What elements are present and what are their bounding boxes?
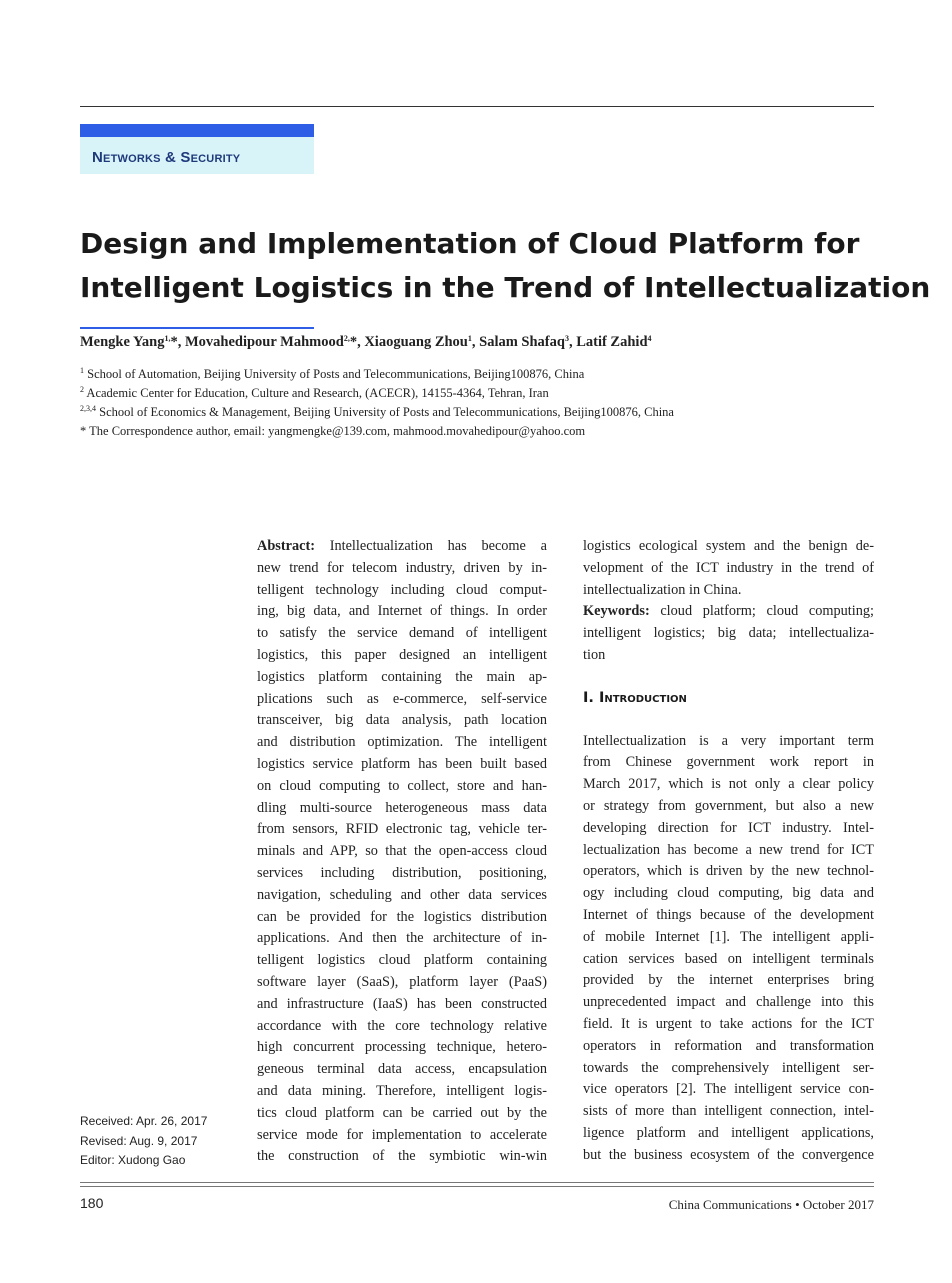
journal-footer: China Communications • October 2017 bbox=[668, 1197, 874, 1212]
affiliation-1 bbox=[80, 366, 584, 382]
title-underline bbox=[80, 327, 314, 329]
text-line: unprecedented impact and challenge into this bbox=[583, 994, 874, 1011]
text-line: developing direction for ICT industry. Intel- bbox=[583, 819, 874, 836]
text-line: geneous terminal data access, encapsulation bbox=[257, 1061, 547, 1078]
text-line-content: cloud platform; cloud computing; bbox=[649, 603, 874, 620]
text-line: and infrastructure (IaaS) has been constructed bbox=[257, 995, 547, 1012]
author-name: Latif Zahid bbox=[576, 334, 648, 350]
author-name: Salam Shafaq bbox=[479, 334, 565, 350]
text-line: to satisfy the service demand of intelligent bbox=[257, 625, 547, 642]
text-line: tics cloud platform can be carried out by the bbox=[257, 1104, 547, 1121]
text-line: logistics service platform has been built based bbox=[257, 755, 547, 772]
keywords bbox=[583, 601, 874, 666]
affiliation-2 bbox=[80, 385, 549, 401]
text-line: intelligent logistics; big data; intellectualiza- bbox=[583, 625, 874, 642]
affiliation-sup: 2 bbox=[80, 385, 84, 394]
text-line: ligence platform and intelligent applications, bbox=[583, 1124, 874, 1141]
abstract-column bbox=[257, 536, 547, 1168]
text-line: from sensors, RFID electronic tag, vehicle ter- bbox=[257, 821, 547, 838]
text-line: vice operators [2]. The intelligent service con- bbox=[583, 1081, 874, 1098]
footer-rule bbox=[80, 1186, 874, 1187]
right-column bbox=[583, 536, 874, 1167]
text-line: navigation, scheduling and other data services bbox=[257, 886, 547, 903]
author-sup: 2, bbox=[343, 334, 350, 343]
text-line: and distribution optimization. The intelligent bbox=[257, 734, 547, 751]
introduction-body bbox=[583, 731, 874, 1167]
text-line: operators, which is driven by the new technol- bbox=[583, 863, 874, 880]
author-list bbox=[80, 334, 652, 351]
text-line: minals and APP, so that the open-access cloud bbox=[257, 843, 547, 860]
text-line: Internet of things because of the development bbox=[583, 906, 874, 923]
text-line: accordance with the core technology relative bbox=[257, 1017, 547, 1034]
section-color-bar bbox=[80, 124, 314, 137]
text-line: ogy including cloud computing, big data and bbox=[583, 885, 874, 902]
affiliation-text: School of Economics & Management, Beijing University of Posts and Telecommunications, Beijing100876, China bbox=[96, 405, 674, 419]
author-sup: 1 bbox=[467, 334, 472, 343]
author-name: Mengke Yang bbox=[80, 334, 165, 350]
text-line: logistics platform containing the main ap- bbox=[257, 668, 547, 685]
text-line: service mode for implementation to accelerate bbox=[257, 1126, 547, 1143]
paper-title bbox=[80, 222, 931, 310]
text-line: or strategy from government, but also a new bbox=[583, 797, 874, 814]
affiliation-sup: 2,3,4 bbox=[80, 404, 96, 413]
correspondence bbox=[80, 424, 585, 439]
text-line: high concurrent processing technique, hetero- bbox=[257, 1039, 547, 1056]
affiliation-3 bbox=[80, 404, 674, 420]
text-line: but the business ecosystem of the convergence bbox=[583, 1146, 874, 1163]
text-line: lectualization has become a new trend for ICT bbox=[583, 841, 874, 858]
text-line: telligent logistics cloud platform containing bbox=[257, 952, 547, 969]
keywords-label: Keywords: bbox=[583, 603, 650, 620]
text-line: from Chinese government work report in bbox=[583, 754, 874, 771]
text-line: plications such as e-commerce, self-service bbox=[257, 690, 547, 707]
text-line-content: Intellectualization has become a bbox=[314, 538, 547, 554]
top-rule bbox=[80, 106, 874, 107]
affiliation-text: School of Automation, Beijing University of Posts and Telecommunications, Beijing100876, China bbox=[84, 367, 585, 381]
affiliation-sup: 1 bbox=[80, 366, 84, 375]
text-line: new trend for telecom industry, driven by in- bbox=[257, 559, 547, 576]
text-line: provided by the internet enterprises bring bbox=[583, 972, 874, 989]
author-sep: *, bbox=[349, 334, 365, 350]
text-line: cation services based on intelligent terminals bbox=[583, 950, 874, 967]
text-line: services including distribution, positioning, bbox=[257, 864, 547, 881]
text-line: velopment of the ICT industry in the trend of bbox=[583, 559, 874, 576]
text-line bbox=[583, 601, 874, 623]
author-sep: *, bbox=[170, 334, 185, 350]
affiliation-text: Academic Center for Education, Culture and Research, (ACECR), 14155-4364, Tehran, Iran bbox=[84, 386, 549, 400]
abstract-label: Abstract: bbox=[257, 538, 315, 554]
text-line: operators in reformation and transformation bbox=[583, 1037, 874, 1054]
text-line: March 2017, which is not only a clear policy bbox=[583, 776, 874, 793]
page-number: 180 bbox=[80, 1195, 104, 1211]
revised-date: Revised: Aug. 9, 2017 bbox=[80, 1133, 198, 1148]
text-line: software layer (SaaS), platform layer (PaaS) bbox=[257, 973, 547, 990]
text-line: logistics, this paper designed an intelligent bbox=[257, 646, 547, 663]
text-line: telligent technology including cloud comput- bbox=[257, 581, 547, 598]
author-sup: 4 bbox=[647, 334, 652, 343]
author-sep: , bbox=[471, 334, 480, 350]
text-line: dling multi-source heterogeneous mass data bbox=[257, 799, 547, 816]
text-line: field. It is urgent to take actions for the ICT bbox=[583, 1015, 874, 1032]
text-line: of mobile Internet [1]. The intelligent appli- bbox=[583, 928, 874, 945]
section-label: Networks & Security bbox=[92, 149, 241, 166]
editor: Editor: Xudong Gao bbox=[80, 1153, 186, 1167]
author-sup: 1, bbox=[164, 334, 171, 343]
author-sep: , bbox=[568, 334, 577, 350]
text-line: ing, big data, and Internet of things. In order bbox=[257, 603, 547, 620]
text-line: towards the comprehensively intelligent ser- bbox=[583, 1059, 874, 1076]
text-line: intellectualization in China. bbox=[583, 581, 742, 598]
author-name: Movahedipour Mahmood bbox=[184, 334, 344, 350]
text-line: the construction of the symbiotic win-win bbox=[257, 1148, 547, 1165]
text-line: can be provided for the logistics distribution bbox=[257, 908, 547, 925]
text-line: and data mining. Therefore, intelligent logis- bbox=[257, 1082, 547, 1099]
text-line: applications. And then the architecture of in- bbox=[257, 930, 547, 947]
title-line-1: Design and Implementation of Cloud Platform for bbox=[80, 227, 860, 260]
author-sup: 3 bbox=[564, 334, 569, 343]
author-name: Xiaoguang Zhou bbox=[364, 334, 468, 350]
text-line: Intellectualization is a very important term bbox=[583, 732, 874, 749]
text-line: logistics ecological system and the benign de- bbox=[583, 538, 874, 554]
received-date: Received: Apr. 26, 2017 bbox=[80, 1114, 208, 1128]
title-line-2: Intelligent Logistics in the Trend of Intellectualization bbox=[80, 271, 931, 304]
footer-rule bbox=[80, 1182, 874, 1183]
text-line: transceiver, big data analysis, path location bbox=[257, 712, 547, 729]
abstract-continued bbox=[583, 536, 874, 601]
text-line: sists of more than intelligent connection, intel- bbox=[583, 1103, 874, 1120]
correspondence-text: * The Correspondence author, email: yangmengke@139.com, mahmood.movahedipour@yahoo.com bbox=[80, 424, 586, 438]
introduction-heading: I. Introduction bbox=[583, 689, 687, 706]
text-line: tion bbox=[583, 646, 606, 663]
text-line: on cloud computing to collect, store and han- bbox=[257, 777, 547, 794]
text-line bbox=[257, 536, 547, 558]
article-meta bbox=[80, 1112, 207, 1171]
